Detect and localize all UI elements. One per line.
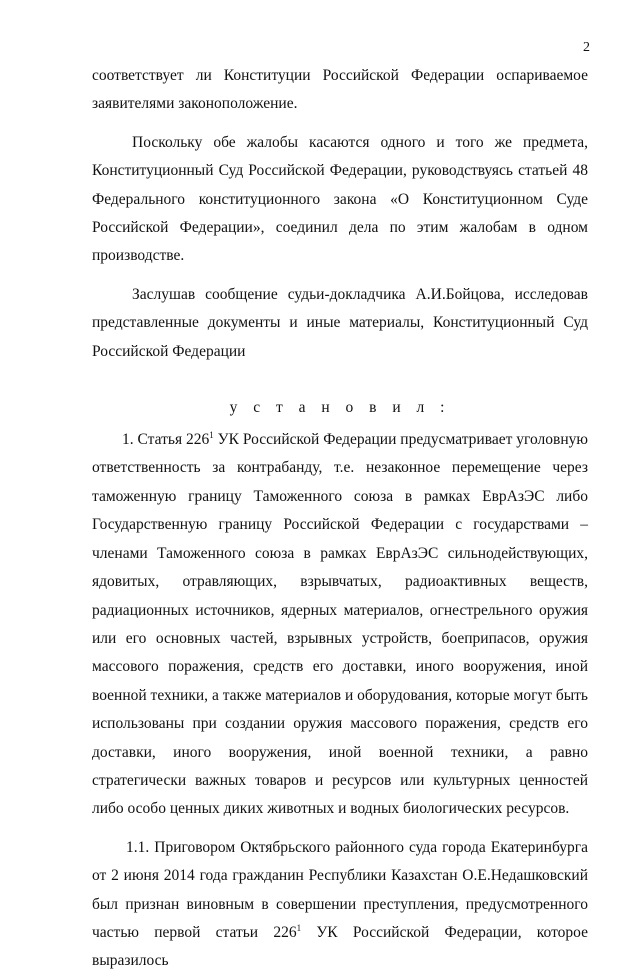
section-1-1-text-rest: УК Российской Федерации, которое выразилось: [92, 923, 588, 970]
paragraph-continuation: соответствует ли Конституции Российской Федерации оспариваемое заявителями законоположение.: [92, 67, 588, 113]
superscript-marker: 1: [209, 430, 214, 441]
superscript-marker: 1: [296, 922, 302, 933]
section-1-1-text-start: 1.1. Приговором Октябрьского районного суда города Екатеринбурга от 2 июня 2014 года гражданин Республики Казахстан О.Е.Недашковский был признан виновным в совершении преступления, предусмотренного частью первой статьи 226: [92, 838, 588, 941]
page-number: 2: [583, 40, 590, 55]
section-heading: у с т а н о в и л :: [229, 399, 451, 417]
paragraph-article-226: [92, 426, 588, 824]
article-text-rest: УК Российской Федерации предусматривает уголовную ответственность за контрабанду, т.е. незаконное перемещение через таможенную границу Таможенного союза в рамках ЕврАзЭС либо Государственную границу Российской Федерации с государствами – членами Таможенного союза в рамках ЕврАзЭС сильнодействующих, ядовитых, отравляющих, взрывчатых, радиоактивных веществ, радиационных источников, ядерных материалов, огнестрельного оружия или его основных частей, взрывных устройств, боеприпасов, оружия массового поражения, средств его доставки, иного вооружения, иной военной техники, а также материалов и оборудования, которые могут быть использованы при создании оружия массового поражения, средств его доставки, иного вооружения, иной военной техники, а равно стратегически важных товаров и ресурсов или культурных ценностей либо особо ценных диких животных и водных биологических ресурсов.: [92, 431, 588, 818]
document-body: [92, 62, 588, 976]
paragraph-hearing: Заслушав сообщение судьи-докладчика А.И.Бойцова, исследовав представленные документы и иные материалы, Конституционный Суд Российской Федерации: [92, 285, 588, 360]
article-text-start: 1. Статья 226: [122, 431, 210, 449]
paragraph-joinder: Поскольку обе жалобы касаются одного и того же предмета, Конституционный Суд Российской Федерации, руководствуясь статьей 48 Федерального конституционного закона «О Конституционном Суде Российской Федерации», соединил дела по этим жалобам в одном производстве.: [92, 133, 588, 265]
